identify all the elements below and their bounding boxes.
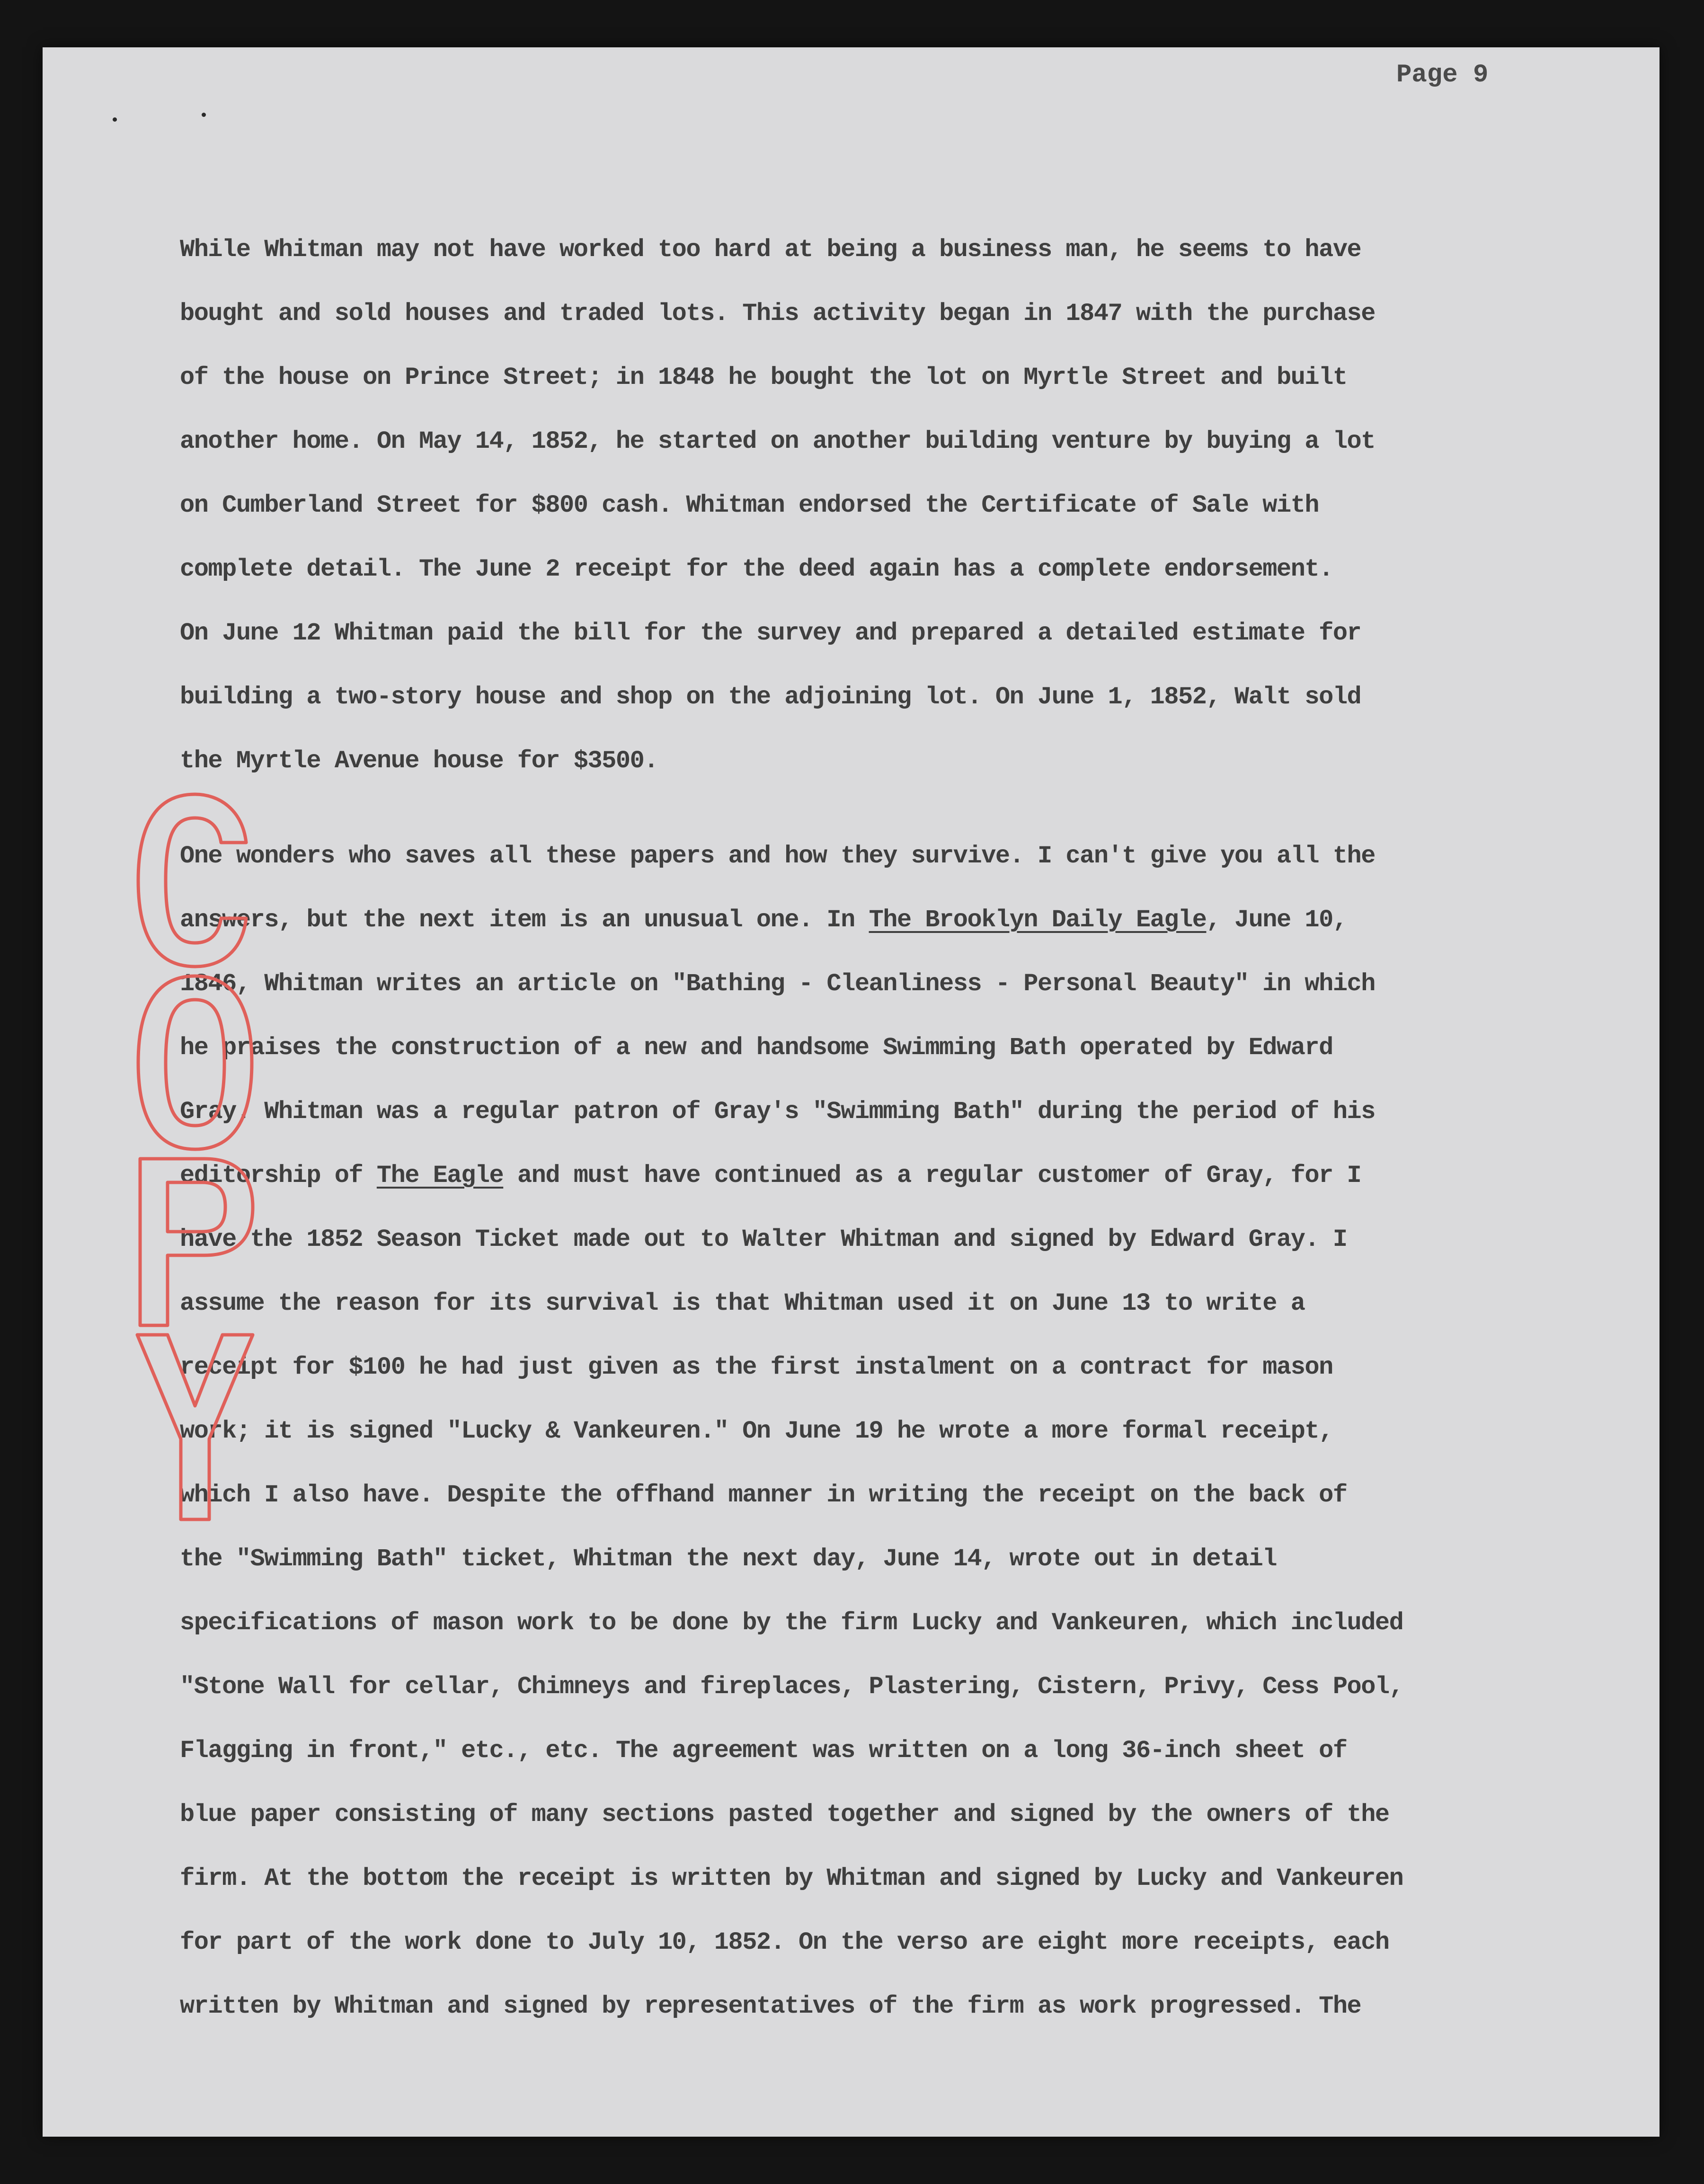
text-line: another home. On May 14, 1852, he started on another building venture by buying a lot: [180, 427, 1375, 455]
copy-stamp: [124, 790, 266, 1529]
text-line: he praises the construction of a new and handsome Swimming Bath operated by Edward: [180, 1034, 1333, 1062]
text-line: blue paper consisting of many sections pasted together and signed by the owners of the: [180, 1801, 1389, 1829]
body-text: [180, 218, 1590, 2038]
text-line: 1846, Whitman writes an article on "Bathing - Cleanliness - Personal Beauty" in which: [180, 970, 1375, 998]
text-line: One wonders who saves all these papers and how they survive. I can't give you all the: [180, 842, 1375, 870]
text-line: which I also have. Despite the offhand manner in writing the receipt on the back of: [180, 1481, 1347, 1509]
text-segment: answers, but the next item is an unusual one. In: [180, 906, 869, 934]
text-segment: and must have continued as a regular customer of Gray, for I: [503, 1162, 1361, 1190]
text-line: building a two-story house and shop on the adjoining lot. On June 1, 1852, Walt sold: [180, 683, 1361, 711]
text-line: Flagging in front," etc., etc. The agreement was written on a long 36-inch sheet of: [180, 1737, 1347, 1765]
document-page: [43, 47, 1660, 2137]
text-line: assume the reason for its survival is that Whitman used it on June 13 to write a: [180, 1289, 1305, 1317]
text-line: complete detail. The June 2 receipt for the deed again has a complete endorsement.: [180, 555, 1333, 583]
text-line: On June 12 Whitman paid the bill for the survey and prepared a detailed estimate for: [180, 619, 1361, 647]
text-line: the Myrtle Avenue house for $3500.: [180, 747, 658, 775]
text-line: specifications of mason work to be done by the firm Lucky and Vankeuren, which included: [180, 1609, 1403, 1637]
page-number: Page 9: [1396, 61, 1489, 89]
text-line: receipt for $100 he had just given as the first instalment on a contract for mason: [180, 1353, 1333, 1381]
paragraph-1: [180, 218, 1590, 793]
text-line: work; it is signed "Lucky & Vankeuren." On June 19 he wrote a more formal receipt,: [180, 1417, 1333, 1445]
newspaper-title: The Brooklyn Daily Eagle: [869, 906, 1207, 934]
paragraph-2: [180, 824, 1590, 2038]
text-line: for part of the work done to July 10, 1852. On the verso are eight more receipts, each: [180, 1928, 1389, 1956]
text-line: "Stone Wall for cellar, Chimneys and fireplaces, Plastering, Cistern, Privy, Cess Pool,: [180, 1673, 1403, 1701]
text-line: of the house on Prince Street; in 1848 he bought the lot on Myrtle Street and built: [180, 364, 1347, 391]
punch-mark: [113, 117, 117, 122]
newspaper-title: The Eagle: [376, 1162, 504, 1190]
text-line: on Cumberland Street for $800 cash. Whitman endorsed the Certificate of Sale with: [180, 491, 1319, 519]
text-line: Gray. Whitman was a regular patron of Gray's "Swimming Bath" during the period of his: [180, 1098, 1375, 1126]
text-line: [180, 888, 1590, 952]
text-line: written by Whitman and signed by representatives of the firm as work progressed. The: [180, 1992, 1361, 2020]
text-line: firm. At the bottom the receipt is written by Whitman and signed by Lucky and Vankeuren: [180, 1864, 1403, 1892]
text-line: have the 1852 Season Ticket made out to Walter Whitman and signed by Edward Gray. I: [180, 1225, 1347, 1253]
punch-mark: [202, 113, 206, 117]
text-segment: editorship of: [180, 1162, 377, 1190]
text-line: bought and sold houses and traded lots. This activity began in 1847 with the purchase: [180, 300, 1375, 328]
text-line: While Whitman may not have worked too hard at being a business man, he seems to have: [180, 236, 1361, 264]
text-segment: , June 10,: [1206, 906, 1347, 934]
text-line: the "Swimming Bath" ticket, Whitman the next day, June 14, wrote out in detail: [180, 1545, 1277, 1573]
text-line: [180, 1144, 1590, 1207]
